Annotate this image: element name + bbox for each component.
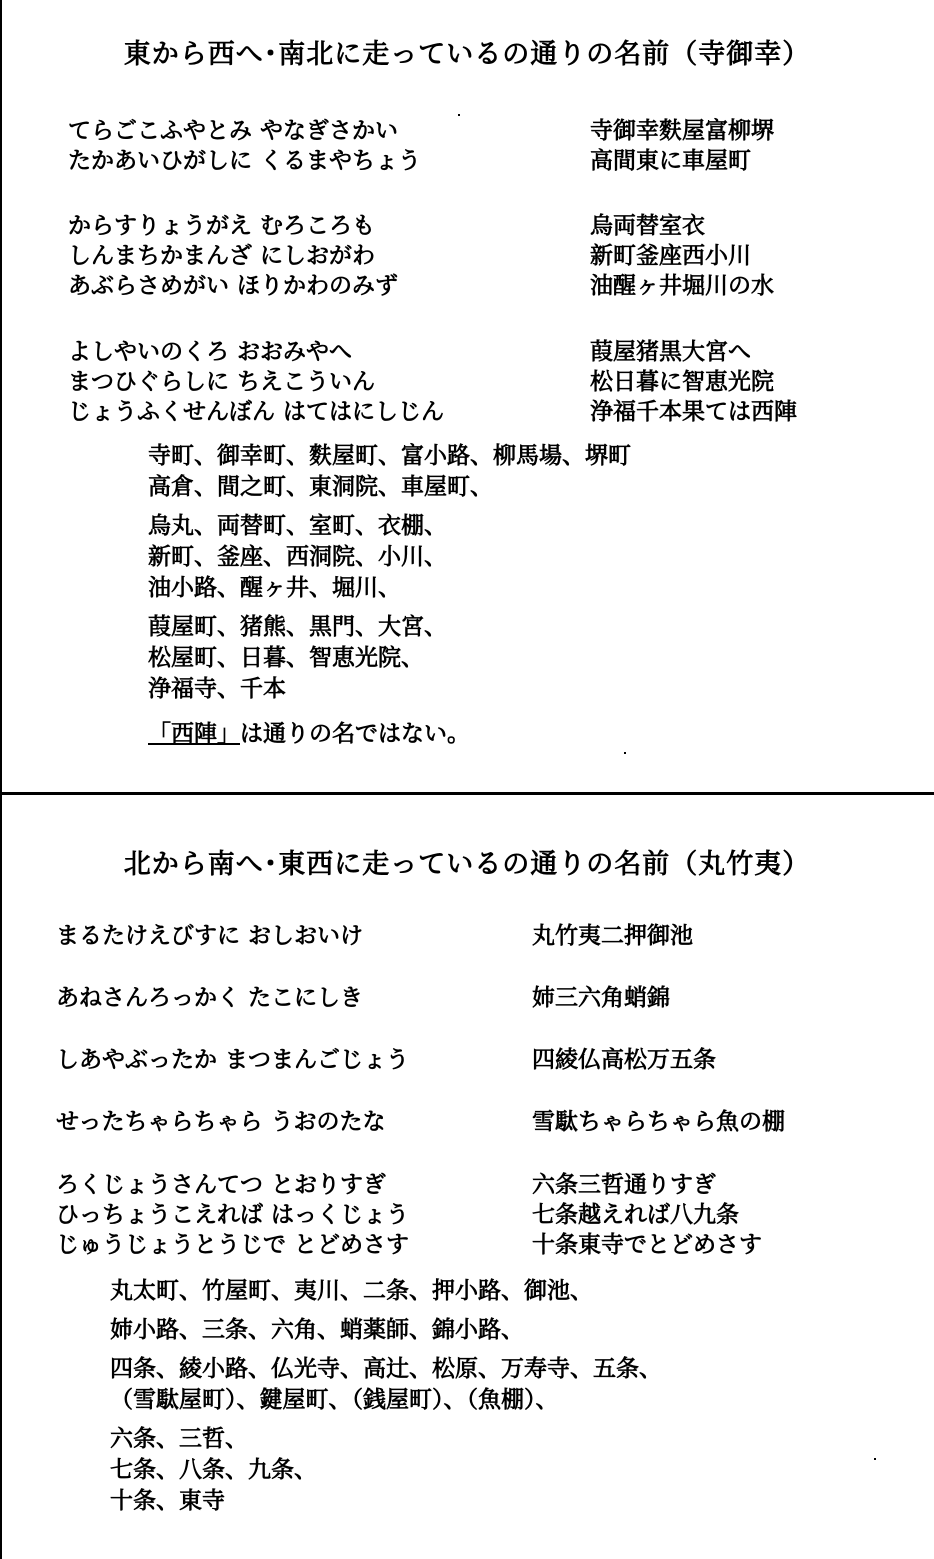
section2-street-list: [110, 1276, 662, 1517]
left-border-line: [0, 0, 2, 1559]
section2-verse4-kanji: [532, 1107, 785, 1137]
street-line: 寺町、御幸町、麩屋町、富小路、柳馬場、堺町: [148, 443, 631, 469]
section2-verse1-kana: [56, 921, 363, 951]
verse-line: 丸竹夷二押御池: [532, 923, 693, 949]
verse-line: 四綾仏高松万五条: [532, 1047, 716, 1073]
street-line: 丸太町、竹屋町、夷川、二条、押小路、御池、: [110, 1278, 593, 1304]
section-divider: [0, 792, 934, 795]
section2-verse1-kanji: [532, 921, 693, 951]
verse-line: てらごこふやとみ やなぎさかい: [68, 118, 399, 144]
verse-line: からすりょうがえ むろころも: [68, 213, 376, 239]
verse-line: 十条東寺でとどめさす: [532, 1232, 762, 1258]
street-line: 葭屋町、猪熊、黒門、大宮、: [148, 614, 447, 640]
section2-verse3-kana: [56, 1045, 409, 1075]
section1-title: 東から西へ･南北に走っているの通りの名前（寺御幸）: [123, 39, 811, 70]
verse-line: じょうふくせんぼん はてはにしじん: [68, 399, 445, 425]
verse-line: せったちゃらちゃら うおのたな: [56, 1109, 386, 1135]
verse-line: 雪駄ちゃらちゃら魚の棚: [532, 1109, 785, 1135]
section1-verse2-kana: [68, 211, 398, 301]
section2-verse5-kana: [56, 1170, 409, 1260]
street-line: 高倉、間之町、東洞院、車屋町、: [148, 474, 493, 500]
section1-verse2-kanji: [590, 211, 774, 301]
section2-verse4-kana: [56, 1107, 386, 1137]
nishijin-quoted-term: 「西陣」: [148, 721, 240, 747]
verse-line: よしやいのくろ おおみやへ: [68, 339, 353, 365]
section1-verse3-kana: [68, 337, 444, 427]
verse-line: 油醒ヶ井堀川の水: [590, 273, 774, 299]
section1-street-list: [148, 441, 631, 705]
street-line: 姉小路、三条、六角、蛸薬師、錦小路、: [110, 1317, 524, 1343]
verse-line: あねさんろっかく たこにしき: [56, 985, 364, 1011]
nishijin-note: [148, 719, 470, 749]
section2-verse2-kanji: [532, 983, 670, 1013]
verse-line: じゅうじょうとうじで とどめさす: [56, 1232, 410, 1258]
verse-line: 新町釜座西小川: [590, 243, 751, 269]
street-line: 十条、東寺: [110, 1488, 225, 1514]
verse-line: まるたけえびすに おしおいけ: [56, 923, 364, 949]
street-line: 烏丸、両替町、室町、衣棚、: [148, 513, 447, 539]
street-line: 四条、綾小路、仏光寺、高辻、松原、万寿寺、五条、: [110, 1356, 662, 1382]
street-line: 松屋町、日暮、智恵光院、: [148, 645, 424, 671]
verse-line: ろくじょうさんてつ とおりすぎ: [56, 1172, 387, 1198]
nishijin-note-text: は通りの名ではない。: [240, 721, 470, 747]
verse-line: 松日暮に智恵光院: [590, 369, 774, 395]
verse-line: 烏両替室衣: [590, 213, 705, 239]
street-line: 六条、三哲、: [110, 1426, 248, 1452]
verse-line: 葭屋猪黒大宮へ: [590, 339, 751, 365]
street-line: 浄福寺、千本: [148, 676, 286, 702]
scan-speck: [624, 752, 626, 754]
verse-line: 六条三哲通りすぎ: [532, 1172, 716, 1198]
verse-line: 浄福千本果ては西陣: [590, 399, 797, 425]
scan-speck: [458, 114, 460, 116]
section2-title: 北から南へ･東西に走っているの通りの名前（丸竹夷）: [123, 849, 811, 880]
section2-verse3-kanji: [532, 1045, 716, 1075]
street-line: （雪駄屋町）、鍵屋町、（銭屋町）、（魚棚）、: [110, 1387, 559, 1413]
verse-line: まつひぐらしに ちえこういん: [68, 369, 376, 395]
verse-line: たかあいひがしに くるまやちょう: [68, 148, 422, 174]
verse-line: あぶらさめがい ほりかわのみず: [68, 273, 399, 299]
street-line: 七条、八条、九条、: [110, 1457, 317, 1483]
scan-speck: [874, 1458, 876, 1460]
verse-line: 七条越えれば八九条: [532, 1202, 739, 1228]
street-line: 油小路、醒ヶ井、堀川、: [148, 575, 401, 601]
verse-line: ひっちょうこえれば はっくじょう: [56, 1202, 410, 1228]
verse-line: しんまちかまんざ にしおがわ: [68, 243, 376, 269]
section2-verse2-kana: [56, 983, 363, 1013]
section2-verse5-kanji: [532, 1170, 762, 1260]
section1-verse1-kana: [68, 116, 421, 176]
verse-line: しあやぶったか まつまんごじょう: [56, 1047, 410, 1073]
section1-verse3-kanji: [590, 337, 797, 427]
verse-line: 寺御幸麩屋富柳堺: [590, 118, 774, 144]
verse-line: 高間東に車屋町: [590, 148, 751, 174]
section1-verse1-kanji: [590, 116, 774, 176]
verse-line: 姉三六角蛸錦: [532, 985, 670, 1011]
street-line: 新町、釜座、西洞院、小川、: [148, 544, 447, 570]
